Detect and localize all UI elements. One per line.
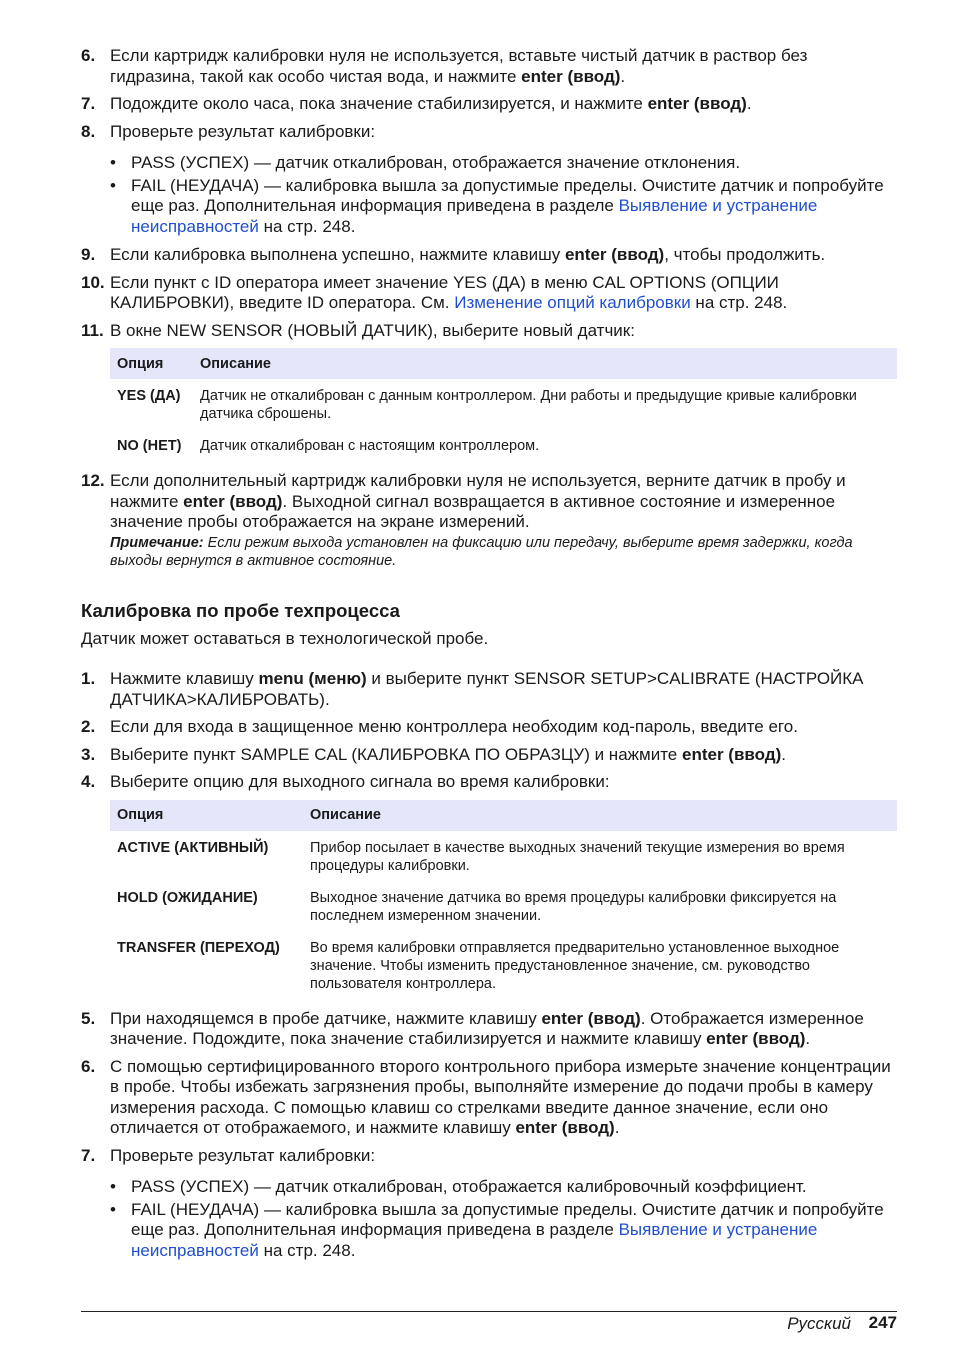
troubleshooting-link[interactable]: Выявление и устранение неисправностей [131, 196, 818, 236]
list-item: • FAIL (НЕУДАЧА) — калибровка вышла за допустимые пределы. Очистите датчик и попробуйте еще раз. Дополнительная информация приведена в разделе Выявление и устранение неисправностей на стр. 248. [110, 1199, 884, 1260]
footer-language: Русский [787, 1314, 851, 1333]
note: Примечание: Если режим выхода установлен на фиксацию или передачу, выберите время задержки, когда выходы вернутся в активное состояние. [110, 534, 853, 569]
section-intro: Датчик может оставаться в технологической пробе. [81, 628, 489, 648]
result-list [110, 153, 897, 237]
output-options-table [110, 800, 897, 999]
new-sensor-table [110, 348, 897, 461]
list-item: • PASS (УСПЕХ) — датчик откалиброван, отображается калибровочный коэффициент. [110, 1177, 807, 1196]
step-3: 3. Выберите пункт SAMPLE CAL (КАЛИБРОВКА ПО ОБРАЗЦУ) и нажмите enter (ввод). [81, 744, 786, 764]
step-7-sample: 7. Проверьте результат калибровки: [81, 1145, 376, 1165]
table-header: Опция Описание [110, 348, 897, 379]
table-row: HOLD (ОЖИДАНИЕ) Выходное значение датчика во время процедуры калибровки фиксируется на последнем измеренном значении. [117, 889, 837, 924]
page-footer [81, 1311, 897, 1333]
page-number: 247 [868, 1313, 897, 1332]
step-11: 11. В окне NEW SENSOR (НОВЫЙ ДАТЧИК), выберите новый датчик: [81, 320, 635, 340]
table-row: TRANSFER (ПЕРЕХОД) Во время калибровки отправляется предварительно установленное выходное значение. Чтобы изменить предустановленное значение, см. руководство пользователя контроллера. [117, 939, 840, 992]
list-item: • PASS (УСПЕХ) — датчик откалиброван, отображается значение отклонения. [110, 153, 741, 172]
troubleshooting-link[interactable]: Выявление и устранение неисправностей [131, 1220, 818, 1260]
step-12: 12. Если дополнительный картридж калибровки нуля не используется, верните датчик в пробу и нажмите enter (ввод). Выходной сигнал возвращается в активное состояние и измеренное значение пробы отображается на экране измерений. [81, 471, 846, 531]
table-row: NO (НЕТ) Датчик откалиброван с настоящим контроллером. [117, 438, 540, 454]
step-2: 2. Если для входа в защищенное меню контроллера необходим код-пароль, введите его. [81, 717, 798, 736]
result-list-sample [110, 1177, 897, 1261]
step-6: 6. Если картридж калибровки нуля не используется, вставьте чистый датчик в раствор без гидразина, такой как особо чистая вода, и нажмите enter (ввод). [81, 46, 808, 86]
table-row: ACTIVE (АКТИВНЫЙ) Прибор посылает в качестве выходных значений текущие измерения во время процедуры калибровки. [117, 839, 845, 874]
step-4: 4. Выберите опцию для выходного сигнала во время калибровки: [81, 772, 610, 791]
page-content [81, 46, 897, 1269]
step-10: 10. Если пункт с ID оператора имеет значение YES (ДА) в меню CAL OPTIONS (ОПЦИИ КАЛИБРОВКИ), введите ID оператора. См. Изменение опций калибровки на стр. 248. [81, 272, 788, 312]
step-7: 7. Подождите около часа, пока значение стабилизируется, и нажмите enter (ввод). [81, 94, 752, 113]
table-header: Опция Описание [110, 800, 897, 831]
step-1: 1. Нажмите клавишу menu (меню) и выберите пункт SENSOR SETUP>CALIBRATE (НАСТРОЙКА ДАТЧИКА>КАЛИБРОВАТЬ). [81, 669, 864, 709]
step-8: 8. Проверьте результат калибровки: [81, 121, 376, 141]
step-9: 9. Если калибровка выполнена успешно, нажмите клавишу enter (ввод), чтобы продолжить. [81, 245, 826, 264]
step-6-sample: 6. С помощью сертифицированного второго контрольного прибора измерьте значение концентрации в пробе. Чтобы избежать загрязнения пробы, выполняйте измерение до подачи пробы в камеру измерения расхода. С помощью клавиш со стрелками введите данное значение, если оно отличается от отображаемого, и нажмите клавишу enter (ввод). [81, 1056, 891, 1137]
cal-options-link[interactable]: Изменение опций калибровки [454, 293, 691, 312]
step-5: 5. При находящемся в пробе датчике, нажмите клавишу enter (ввод). Отображается измеренное значение. Подождите, пока значение стабилизируется и нажмите клавишу enter (ввод). [81, 1008, 864, 1048]
list-item: • FAIL (НЕУДАЧА) — калибровка вышла за допустимые пределы. Очистите датчик и попробуйте еще раз. Дополнительная информация приведена в разделе Выявление и устранение неисправностей на стр. 248. [110, 175, 884, 236]
table-row: YES (ДА) Датчик не откалиброван с данным контроллером. Дни работы и предыдущие кривые калибровки датчика сброшены. [117, 388, 857, 422]
section-heading: Калибровка по пробе техпроцесса [81, 599, 400, 621]
